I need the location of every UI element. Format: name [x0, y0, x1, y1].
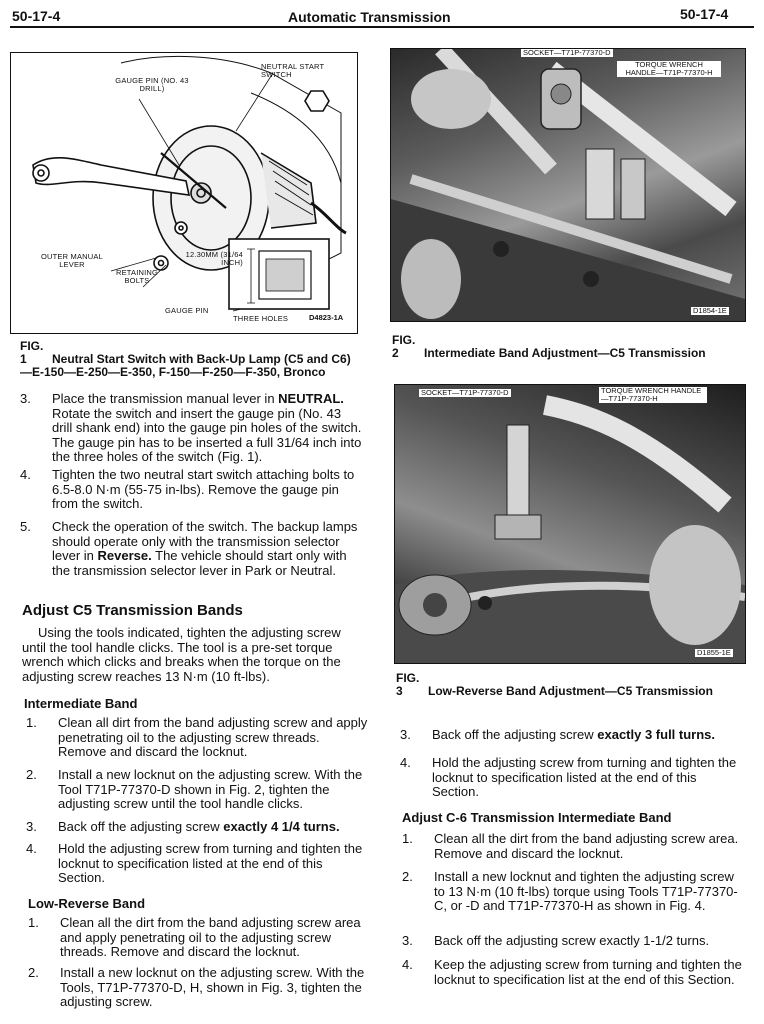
- step-number: 3.: [20, 391, 31, 406]
- step-number: 1.: [26, 715, 37, 730]
- step-number: 4.: [26, 841, 37, 856]
- step-text: Hold the adjusting screw from turning and tighten the locknut to specification listed at the end of this Section.: [58, 841, 363, 885]
- fig2-code: D1854-1E: [693, 306, 727, 315]
- page-header-title: Automatic Transmission: [288, 9, 451, 25]
- fig2-caption-text: Intermediate Band Adjustment—C5 Transmission: [424, 346, 706, 360]
- subsection-intermediate-band: Intermediate Band: [24, 696, 138, 711]
- fig3-code: D1855-1E: [697, 648, 731, 657]
- fig3-label-wrench: TORQUE WRENCH HANDLE—T71P-77370-H: [599, 387, 707, 403]
- step-text-bold: Reverse.: [97, 548, 152, 563]
- step-number: 2.: [28, 965, 39, 980]
- step-text: Place the transmission manual lever in: [52, 391, 279, 406]
- step-text: Check the operation of the switch. The backup lamps should operate only with the transmission selector lever in: [52, 519, 358, 563]
- step-number: 2.: [402, 869, 413, 884]
- step-text: Keep the adjusting screw from turning and tighten the locknut to specification list at the end of this Section.: [434, 957, 742, 987]
- section-title-c5: Adjust C5 Transmission Bands: [22, 602, 243, 619]
- fig3-caption-text: Low-Reverse Band Adjustment—C5 Transmission: [428, 684, 713, 698]
- page-number-right: 50-17-4: [680, 6, 729, 22]
- header-rule: [10, 26, 754, 28]
- neutral-switch-illustration: [11, 53, 357, 333]
- fig1-caption-text: Neutral Start Switch with Back-Up Lamp (C5 and C6)—E-150—E-250—E-350, F-150—F-250—F-350, Bronco: [20, 352, 351, 379]
- fig3-label-socket: SOCKET—T71P-77370-D: [421, 388, 509, 397]
- step-text-tail: The vehicle should start only with the transmission selector lever in Park or Neutral.: [52, 548, 347, 578]
- fig3-caption-num: FIG. 3: [396, 671, 420, 698]
- fig2-caption-num: FIG. 2: [392, 333, 416, 360]
- step-text-bold: exactly 4 1/4 turns.: [223, 819, 340, 834]
- step-text: Tighten the two neutral start switch attaching bolts to 6.5-8.0 N·m (55-75 in-lbs). Remove the gauge pin from the switch.: [52, 467, 355, 511]
- label-outer-manual-lever: OUTER MANUAL LEVER: [41, 252, 103, 269]
- step-number: 1.: [28, 915, 39, 930]
- page-number-left: 50-17-4: [12, 8, 61, 24]
- fig3-photo: [394, 384, 746, 664]
- step-number: 4.: [20, 467, 31, 482]
- low-reverse-band-photo: [395, 385, 745, 663]
- section-title-c6: Adjust C-6 Transmission Intermediate Band: [402, 810, 672, 825]
- step-text-bold: exactly 3 full turns.: [597, 727, 716, 742]
- step-number: 4.: [402, 957, 413, 972]
- label-gauge-pin-bottom: GAUGE PIN: [165, 306, 209, 315]
- label-dimension: 12.30MM (31/64 INCH): [185, 250, 243, 267]
- step-number: 3.: [26, 819, 37, 834]
- subsection-low-reverse-band: Low-Reverse Band: [28, 896, 146, 911]
- fig1-caption-num: FIG. 1: [20, 339, 44, 366]
- label-gauge-pin-top: GAUGE PIN (NO. 43 DRILL): [115, 76, 189, 93]
- step-text: Hold the adjusting screw from turning and tighten the locknut to specification listed at the end of this Section.: [432, 755, 737, 799]
- fig3-caption: [396, 672, 744, 698]
- step-text: Back off the adjusting screw: [432, 727, 598, 742]
- step-number: 1.: [402, 831, 413, 846]
- step-text: Back off the adjusting screw: [58, 819, 224, 834]
- label-three-holes: THREE HOLES: [233, 314, 289, 323]
- step-text: Install a new locknut on the adjusting screw. With the Tools, T71P-77370-D, H, shown in Fig. 3, tighten the adjusting screw.: [60, 965, 365, 1009]
- intermediate-band-photo: [391, 49, 745, 321]
- step-text: Clean all dirt from the band adjusting screw and apply penetrating oil to the adjusting screw threads. Remove and discard the locknut.: [58, 715, 368, 759]
- step-text: Clean all the dirt from the band adjusting screw area. Remove and discard the locknut.: [434, 831, 739, 861]
- c5-intro-paragraph: Using the tools indicated, tighten the adjusting screw until the tool handle clicks. The tool is a pre-set torque wrench which clicks and breaks when the torque on the adjusting screw reaches 13 N·m (10 ft-lbs).: [22, 625, 341, 684]
- label-retaining-bolts: RETAINING BOLTS: [115, 268, 159, 285]
- label-neutral-start-switch: NEUTRAL START SWITCH: [261, 62, 325, 79]
- step-text: Install a new locknut and tighten the adjusting screw to 13 N·m (10 ft-lbs) torque using Tools T71P-77370-C, or -D and T71P-77370-H as shown in Fig. 4.: [434, 869, 738, 913]
- step-number: 4.: [400, 755, 411, 770]
- fig1-diagram: [10, 52, 358, 334]
- step-text-tail: Rotate the switch and insert the gauge pin (No. 43 drill shank end) into the gauge pin holes of the switch. The gauge pin has to be inserted a full 31/64 inch into the three holes of the switch (Fig. 1).: [52, 405, 362, 464]
- fig1-caption: [20, 340, 360, 379]
- step-text: Install a new locknut on the adjusting screw. With the Tool T71P-77370-D shown in Fig. 2, tighten the adjusting screw until the tool handle clicks.: [58, 767, 363, 811]
- step-text-bold: NEUTRAL.: [278, 391, 344, 406]
- fig2-label-socket: SOCKET—T71P-77370-D: [523, 48, 611, 57]
- step-text: Clean all the dirt from the band adjusting screw area and apply penetrating oil to the adjusting screw threads. Remove and discard the locknut.: [60, 915, 361, 959]
- fig2-label-wrench: TORQUE WRENCH HANDLE—T71P-77370-H: [617, 61, 721, 77]
- fig2-photo: [390, 48, 746, 322]
- step-text: Back off the adjusting screw exactly 1-1/2 turns.: [434, 933, 710, 948]
- step-number: 3.: [400, 727, 411, 742]
- fig1-code: D4823-1A: [309, 313, 344, 322]
- step-number: 2.: [26, 767, 37, 782]
- step-number: 5.: [20, 519, 31, 534]
- fig2-caption: [392, 334, 742, 360]
- step-number: 3.: [402, 933, 413, 948]
